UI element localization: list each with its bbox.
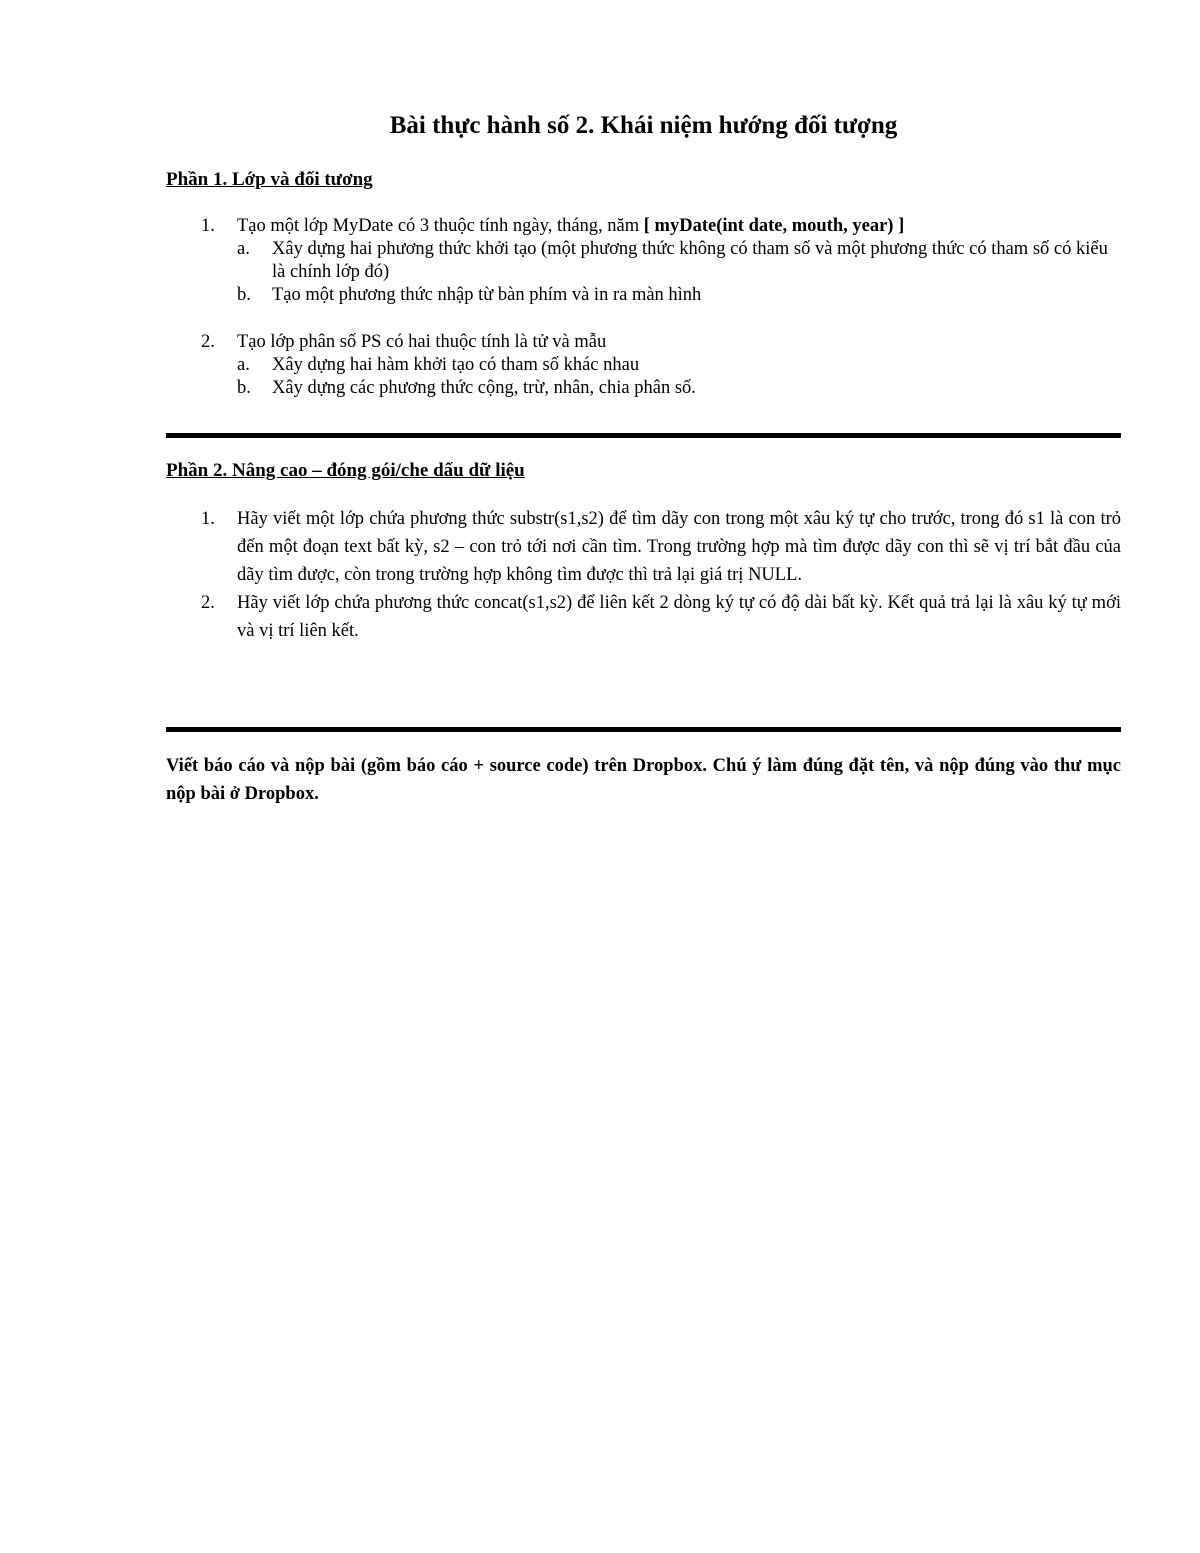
sub-item-letter: a. xyxy=(237,355,250,375)
page-title: Bài thực hành số 2. Khái niệm hướng đối tượng xyxy=(389,112,898,139)
item-bold-text: [ myDate(int date, mouth, year) ] xyxy=(643,216,905,236)
sub-item-text: Xây dựng hai hàm khởi tạo có tham số khác nhau xyxy=(272,355,640,375)
sub-item xyxy=(166,284,1121,307)
list-item xyxy=(166,505,1121,589)
section-divider xyxy=(166,433,1121,438)
item-number: 1. xyxy=(201,216,215,236)
sub-item-text: Xây dựng hai phương thức khởi tạo (một phương thức không có tham số và một phương thức có tham số có kiểu là chính lớp đó) xyxy=(272,239,1108,282)
part1-heading: Phần 1. Lớp và đối tương xyxy=(166,169,373,190)
submission-note: Viết báo cáo và nộp bài (gồm báo cáo + source code) trên Dropbox. Chú ý làm đúng đặt tên, và nộp đúng vào thư mục nộp bài ở Dropbox. xyxy=(166,756,1121,804)
item-text: Tạo lớp phân số PS có hai thuộc tính là tử và mẫu xyxy=(237,332,607,352)
item-number: 2. xyxy=(201,332,215,352)
sub-item xyxy=(166,238,1121,284)
item-text: Hãy viết lớp chứa phương thức concat(s1,s2) để liên kết 2 dòng ký tự có độ dài bất kỳ. Kết quả trả lại là xâu ký tự mới và vị trí liên kết. xyxy=(237,593,1121,641)
item-text: Hãy viết một lớp chứa phương thức substr(s1,s2) để tìm dãy con trong một xâu ký tự cho trước, trong đó s1 là con trỏ đến một đoạn text bất kỳ, s2 – con trỏ tới nơi cần tìm. Trong trường hợp mà tìm được dãy con thì sẽ vị trí bắt đầu của dãy tìm được, còn trong trường hợp không tìm được thì trả lại giá trị NULL. xyxy=(237,509,1121,585)
list-item xyxy=(166,215,1121,238)
sub-item-letter: a. xyxy=(237,239,250,259)
sub-item xyxy=(166,377,1121,400)
sub-item-letter: b. xyxy=(237,378,251,398)
sub-item xyxy=(166,354,1121,377)
list-item xyxy=(166,589,1121,645)
section-divider xyxy=(166,727,1121,732)
item-text: Tạo một lớp MyDate có 3 thuộc tính ngày, tháng, năm xyxy=(237,216,644,236)
list-item xyxy=(166,331,1121,354)
item-number: 2. xyxy=(201,593,215,613)
item-number: 1. xyxy=(201,509,215,529)
sub-item-text: Xây dựng các phương thức cộng, trừ, nhân, chia phân số. xyxy=(272,378,696,398)
sub-item-letter: b. xyxy=(237,285,251,305)
part2-list xyxy=(166,505,1121,645)
sub-item-text: Tạo một phương thức nhập từ bàn phím và in ra màn hình xyxy=(272,285,702,305)
part1-list xyxy=(166,215,1121,400)
part2-heading: Phần 2. Nâng cao – đóng gói/che dấu dữ liệu xyxy=(166,460,525,481)
